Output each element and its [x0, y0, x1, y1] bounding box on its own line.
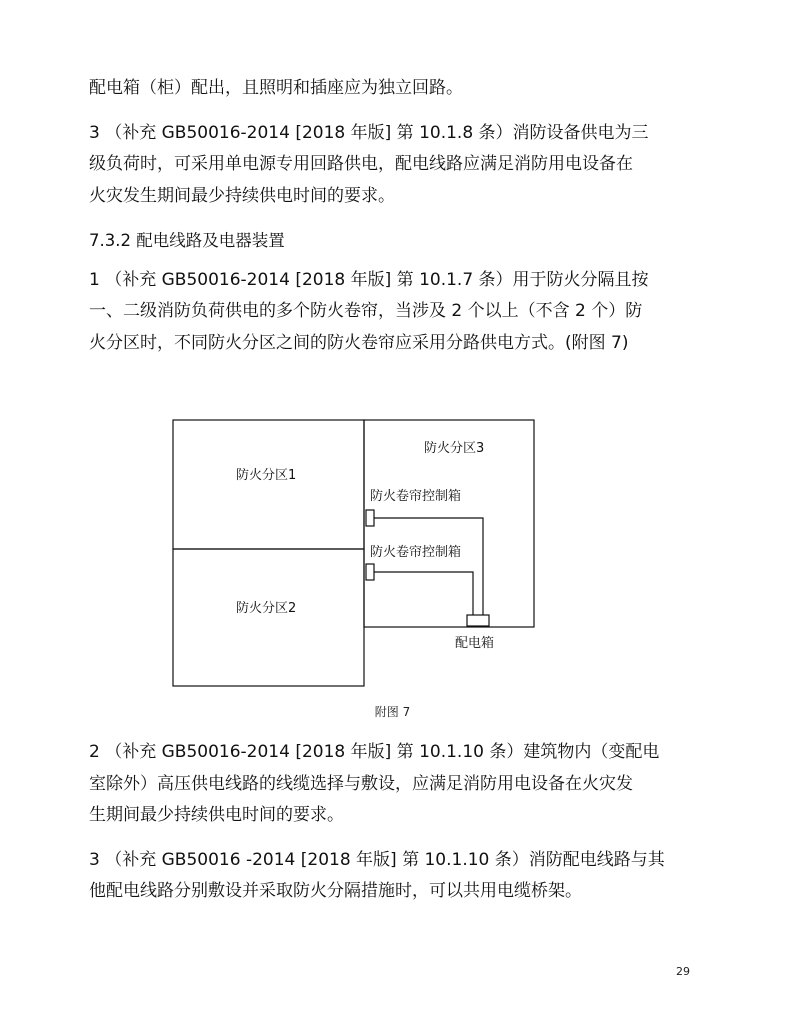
paragraph-line: 他配电线路分别敷设并采取防火分隔措施时，可以共用电缆桥架。 [89, 881, 582, 901]
control-box2-label: 防火卷帘控制箱 [370, 545, 462, 560]
paragraph-line: 一、二级消防负荷供电的多个防火卷帘，当涉及 2 个以上（不含 2 个）防 [89, 301, 643, 321]
paragraph-line: 3 （补充 GB50016-2014 [2018 年版] 第 10.1.8 条）消防设备供电为三 [89, 123, 649, 143]
distribution-panel-label: 配电箱 [455, 636, 495, 651]
distribution-panel-icon [467, 615, 489, 626]
control-box1-icon [366, 510, 374, 526]
paragraph-line: 配电箱（柜）配出，且照明和插座应为独立回路。 [89, 78, 463, 98]
feed-line-1 [374, 518, 483, 615]
paragraph-line: 火分区时，不同防火分区之间的防火卷帘应采用分路供电方式。(附图 7) [89, 333, 629, 353]
zone2-label: 防火分区2 [236, 601, 297, 616]
zone1-outline [173, 420, 364, 549]
feed-line-2 [374, 572, 473, 615]
paragraph-line: 2 （补充 GB50016-2014 [2018 年版] 第 10.1.10 条）建筑物内（变配电 [89, 742, 660, 762]
zone2-outline [173, 549, 364, 686]
paragraph-line: 3 （补充 GB50016 -2014 [2018 年版] 第 10.1.10 条）消防配电线路与其 [89, 850, 665, 870]
paragraph-line: 级负荷时，可采用单电源专用回路供电，配电线路应满足消防用电设备在 [89, 154, 633, 174]
paragraph-line: 火灾发生期间最少持续供电时间的要求。 [89, 186, 395, 206]
control-box2-icon [366, 564, 374, 580]
control-box1-label: 防火卷帘控制箱 [370, 489, 462, 504]
zone1-label: 防火分区1 [236, 468, 297, 483]
page-number: 29 [676, 965, 690, 978]
paragraph-line: 生期间最少持续供电时间的要求。 [89, 805, 344, 825]
paragraph-line: 1 （补充 GB50016-2014 [2018 年版] 第 10.1.7 条）用于防火分隔且按 [89, 270, 649, 290]
figure-caption: 附图 7 [374, 705, 411, 719]
zone3-label: 防火分区3 [424, 441, 485, 456]
section-heading: 7.3.2 配电线路及电器装置 [89, 231, 285, 250]
paragraph-line: 室除外）高压供电线路的线缆选择与敷设，应满足消防用电设备在火灾发 [89, 774, 633, 794]
